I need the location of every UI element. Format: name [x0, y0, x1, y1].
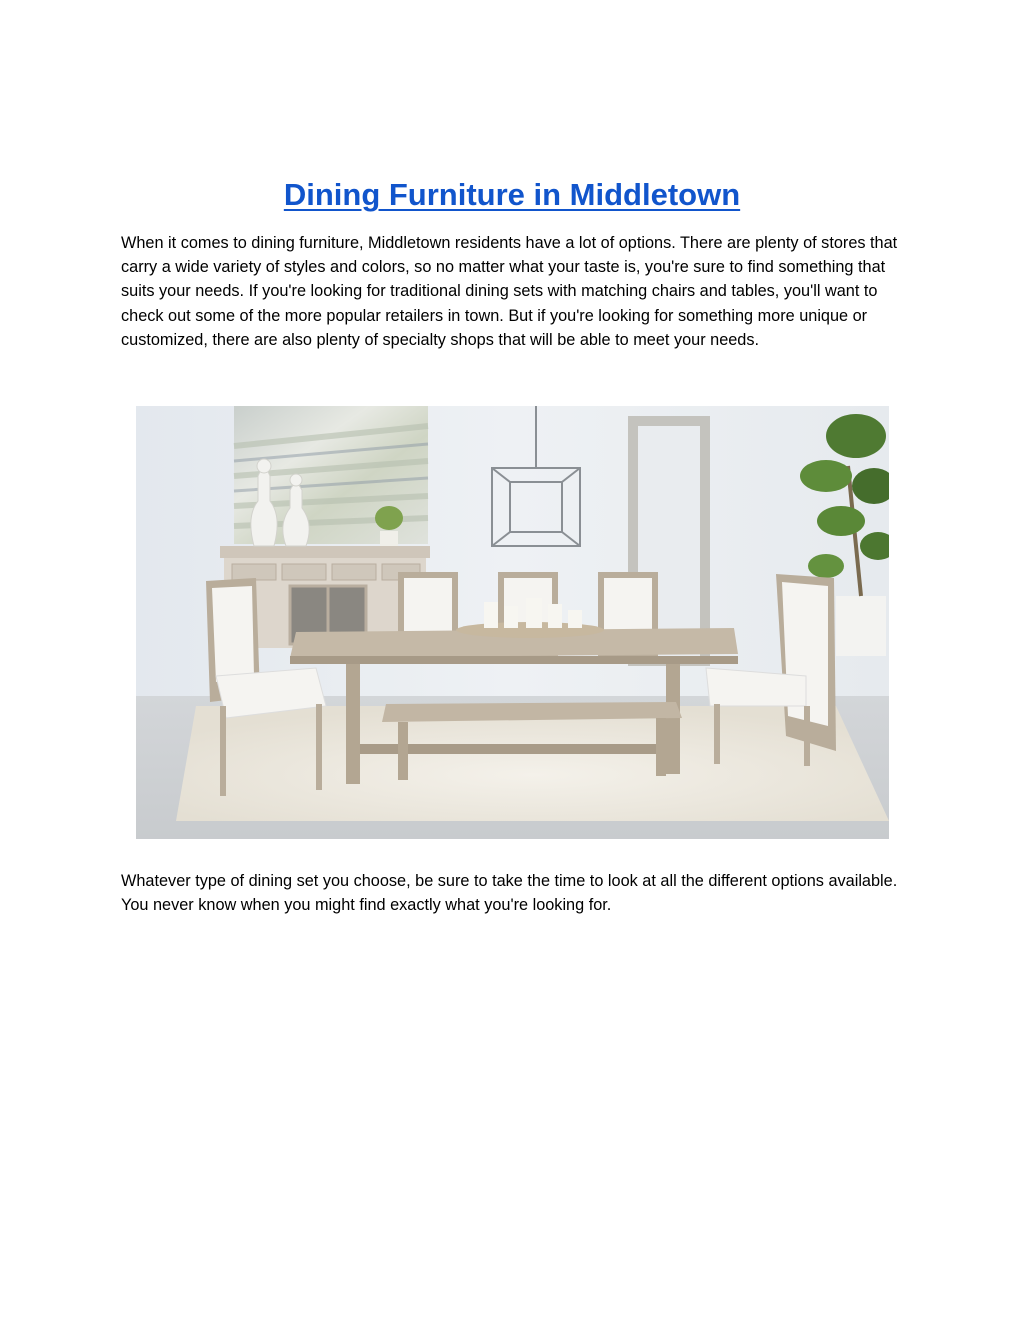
page-title [0, 171, 1024, 219]
title-link[interactable]: Dining Furniture in Middletown [283, 176, 741, 212]
dining-room-photo [136, 406, 889, 839]
shag-rug [176, 706, 889, 821]
intro-paragraph: When it comes to dining furniture, Middletown residents have a lot of options. There are plenty of stores that carry a wide variety of styles and colors, so no matter what your taste is, you're sure to find something that suits your needs. If you're looking for traditional dining sets with matching chairs and tables, you'll want to check out some of the more popular retailers in town. But if you're looking for something more unique or customized, there are also plenty of specialty shops that will be able to meet your needs. [121, 234, 898, 349]
closing-paragraph: Whatever type of dining set you choose, be sure to take the time to look at all the different options available. You never know when you might find exactly what you're looking for. [121, 872, 898, 915]
